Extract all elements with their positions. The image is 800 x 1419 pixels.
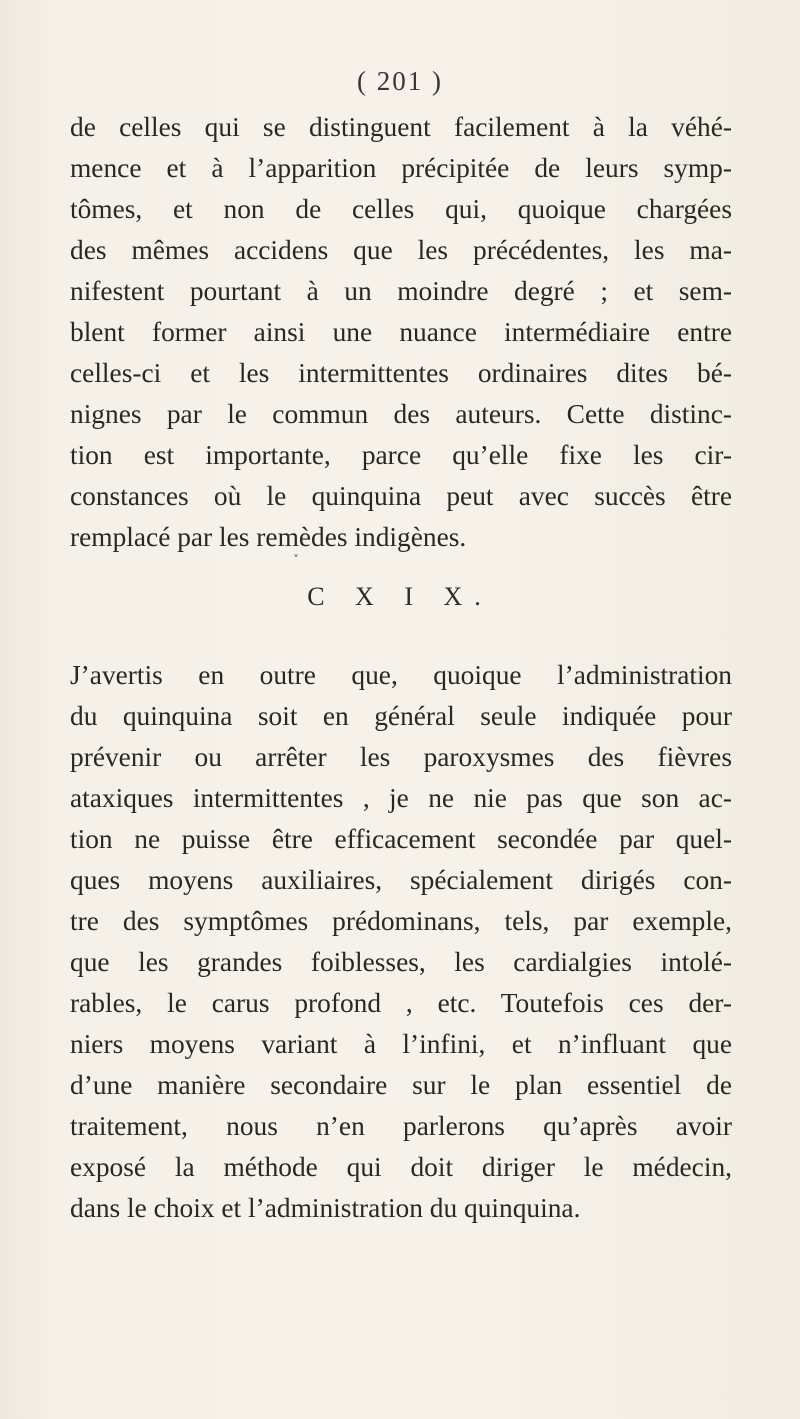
text-line: ques moyens auxiliaires, spécialement dirigés con- [70,865,732,895]
text-line: d’une manière secondaire sur le plan essentiel de [70,1070,732,1100]
text-line: rables, le carus profond , etc. Toutefois ces der- [70,988,732,1018]
section-heading: C X I X. [307,582,493,611]
text-line: prévenir ou arrêter les paroxysmes des fièvres [70,742,732,772]
text-line: nignes par le commun des auteurs. Cette distinc- [70,399,732,429]
text-line: mence et à l’apparition précipitée de leurs symp- [70,153,732,183]
text-line: celles-ci et les intermittentes ordinaires dites bé- [70,358,732,388]
text-line: traitement, nous n’en parlerons qu’après avoir [70,1111,732,1141]
text-line: tômes, et non de celles qui, quoique chargées [70,194,732,224]
text-line: dans le choix et l’administration du quinquina. [70,1193,581,1223]
text-line: nifestent pourtant à un moindre degré ; et sem- [70,276,732,306]
text-line: blent former ainsi une nuance intermédiaire entre [70,317,732,347]
text-line: tre des symptômes prédominans, tels, par exemple, [70,906,732,936]
text-line: tion est importante, parce qu’elle fixe les cir- [70,440,732,470]
text-line: niers moyens variant à l’infini, et n’influant que [70,1029,732,1059]
text-line: remplacé par les remèdes indigènes. [70,522,467,552]
text-line: que les grandes foiblesses, les cardialgies intolé- [70,947,732,977]
ink-speck: ˅ [293,553,299,567]
page-number: ( 201 ) [357,66,443,96]
text-line: exposé la méthode qui doit diriger le médecin, [70,1152,732,1182]
text-line: de celles qui se distinguent facilement à la véhé- [70,112,732,142]
text-line: constances où le quinquina peut avec succès être [70,481,732,511]
text-line: du quinquina soit en général seule indiquée pour [70,701,732,731]
text-line: tion ne puisse être efficacement secondée par quel- [70,824,732,854]
text-line: des mêmes accidens que les précédentes, les ma- [70,235,732,265]
paragraph-2 [70,655,732,1229]
text-line: ataxiques intermittentes , je ne nie pas que son ac- [70,783,732,813]
paragraph-1 [70,107,732,558]
text-line: J’avertis en outre que, quoique l’administration [70,660,732,690]
